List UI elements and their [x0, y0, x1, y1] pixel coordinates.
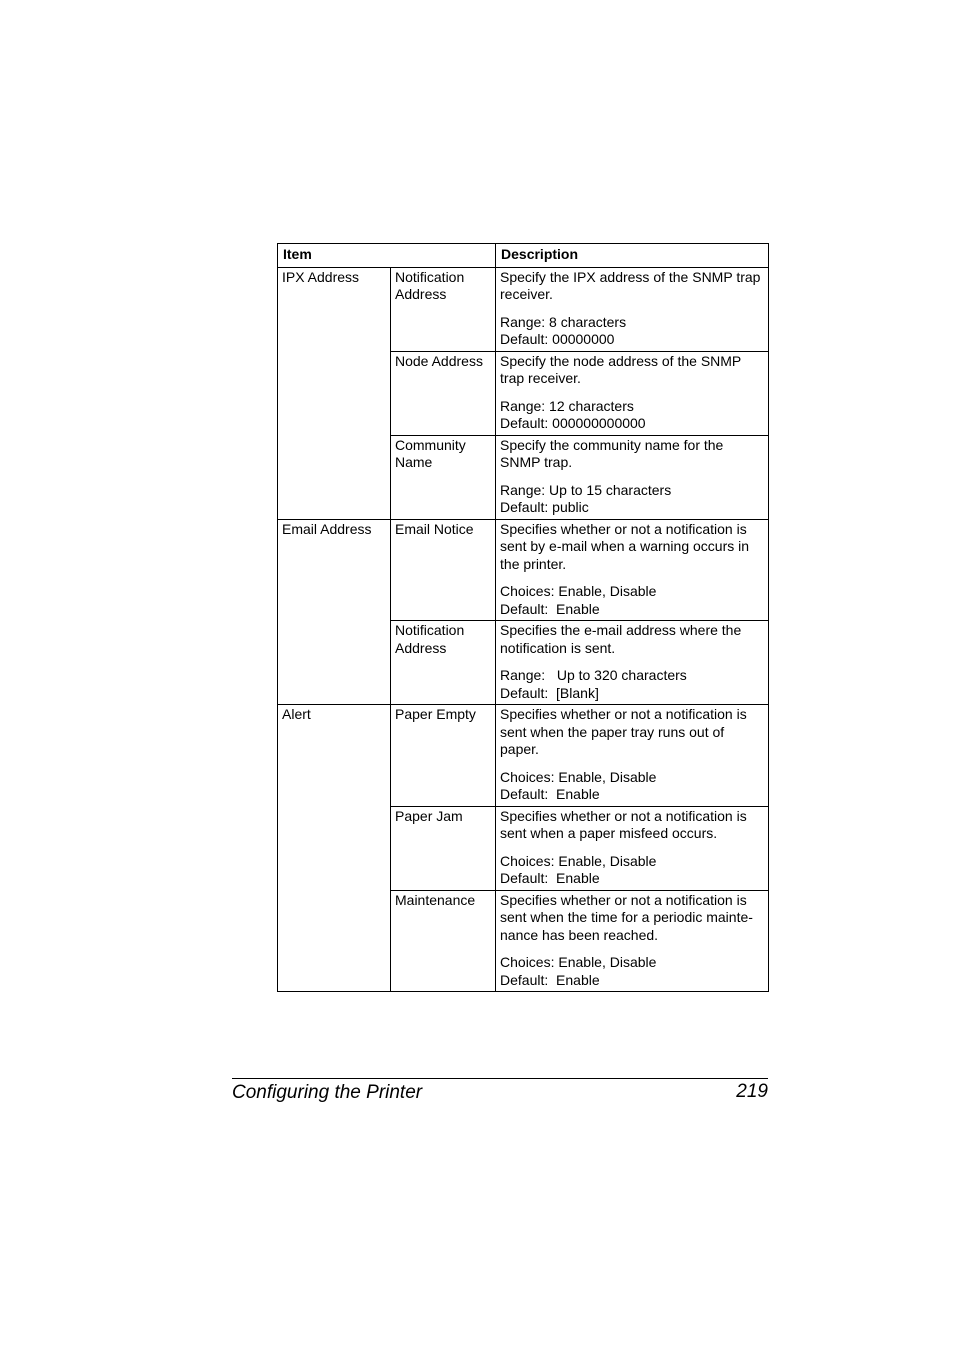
- range-text: Range: 12 characters: [500, 397, 634, 414]
- default-text: Default: Enable: [500, 971, 600, 988]
- default-text: Default: [Blank]: [500, 684, 599, 701]
- header-description: Description: [496, 244, 769, 268]
- description-text: Specifies whether or not a notification is sent when the time for a periodic mainte-nance has been reached.: [500, 891, 753, 943]
- description-cell: [496, 806, 769, 890]
- page-number: 219: [736, 1081, 768, 1102]
- description-cell: [496, 435, 769, 519]
- description-cell: [496, 351, 769, 435]
- range-text: Choices: Enable, Disable: [500, 852, 657, 869]
- sub-item-cell: Paper Empty: [391, 705, 496, 807]
- description-text: Specify the IPX address of the SNMP trap receiver.: [500, 268, 761, 302]
- description-text: Specify the node address of the SNMP trap receiver.: [500, 352, 742, 386]
- description-text: Specifies whether or not a notification is sent when the paper tray runs out of paper.: [500, 706, 747, 757]
- description-cell: [496, 890, 769, 992]
- description-text: Specifies whether or not a notification is sent by e-mail when a warning occurs in the printer.: [500, 520, 750, 572]
- footer-title: Configuring the Printer: [232, 1082, 423, 1103]
- description-cell: [496, 267, 769, 351]
- sub-item-cell: Notification Address: [391, 267, 496, 351]
- description-spacer: [500, 573, 764, 583]
- sub-item-cell: Notification Address: [391, 621, 496, 705]
- table-row: [278, 705, 769, 807]
- description-spacer: [500, 472, 764, 482]
- table-row: [278, 519, 769, 621]
- range-text: Range: 8 characters: [500, 313, 627, 330]
- group-name-cell: Email Address: [278, 519, 391, 705]
- default-text: Default: public: [500, 499, 589, 515]
- sub-item-cell: Paper Jam: [391, 806, 496, 890]
- description-text: Specify the community name for the SNMP trap.: [500, 436, 724, 470]
- range-text: Choices: Enable, Disable: [500, 583, 657, 599]
- table-header-row: [278, 244, 769, 268]
- range-text: Range: Up to 320 characters: [500, 667, 687, 683]
- description-cell: [496, 621, 769, 705]
- default-text: Default: Enable: [500, 600, 600, 617]
- description-spacer: [500, 843, 764, 853]
- default-text: Default: 00000000: [500, 331, 615, 347]
- description-text: Specifies whether or not a notification is sent when a paper misfeed occurs.: [500, 807, 747, 841]
- default-text: Default: Enable: [500, 870, 600, 886]
- range-text: Choices: Enable, Disable: [500, 768, 657, 785]
- description-spacer: [500, 657, 764, 667]
- description-spacer: [500, 944, 764, 954]
- default-text: Default: 000000000000: [500, 415, 646, 431]
- sub-item-cell: Email Notice: [391, 519, 496, 621]
- header-item: Item: [278, 244, 496, 268]
- group-name-cell: Alert: [278, 705, 391, 992]
- description-spacer: [500, 388, 764, 398]
- sub-item-cell: Node Address: [391, 351, 496, 435]
- description-cell: [496, 519, 769, 621]
- footer-divider: [232, 1078, 768, 1079]
- sub-item-cell: Maintenance: [391, 890, 496, 992]
- description-text: Specifies the e-mail address where the notification is sent.: [500, 622, 742, 656]
- range-text: Choices: Enable, Disable: [500, 954, 657, 970]
- range-text: Range: Up to 15 characters: [500, 481, 672, 498]
- description-spacer: [500, 759, 764, 769]
- table-body: [278, 267, 769, 992]
- group-name-cell: IPX Address: [278, 267, 391, 519]
- default-text: Default: Enable: [500, 786, 600, 802]
- table-row: [278, 267, 769, 351]
- description-spacer: [500, 304, 764, 314]
- sub-item-cell: Community Name: [391, 435, 496, 519]
- settings-table: [277, 243, 769, 992]
- description-cell: [496, 705, 769, 807]
